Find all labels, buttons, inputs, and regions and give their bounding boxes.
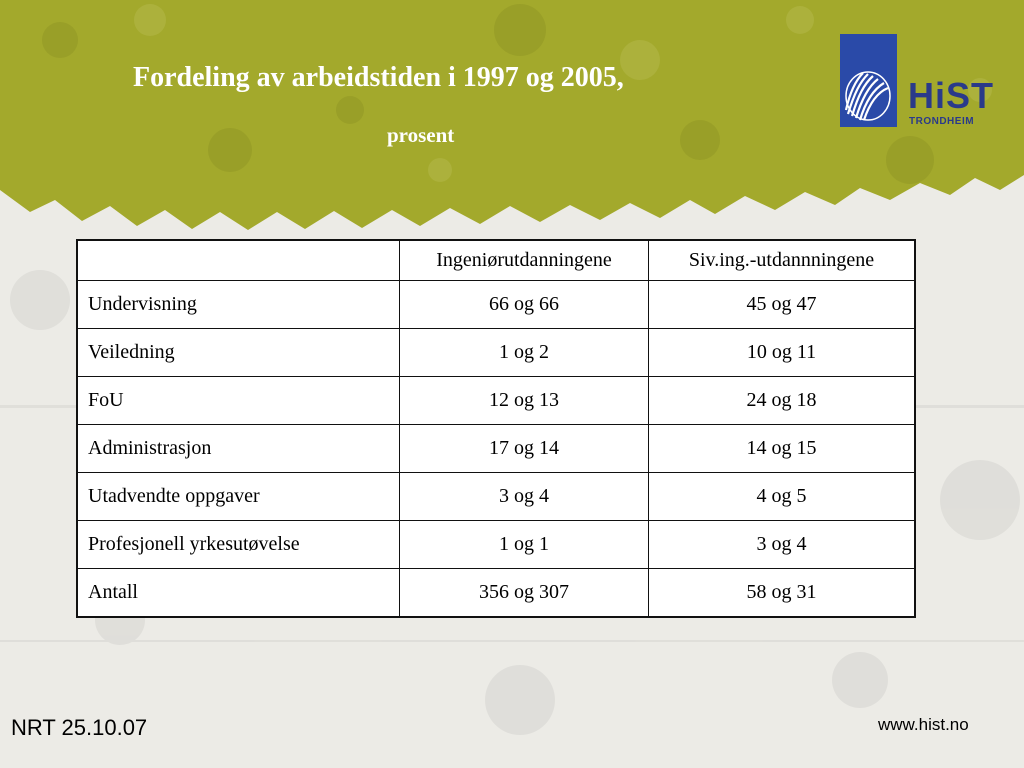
slide-title: Fordeling av arbeidstiden i 1997 og 2005, <box>133 62 624 93</box>
table-header-row <box>77 240 915 281</box>
cell-siving: 45 og 47 <box>649 281 916 329</box>
cell-siving: 10 og 11 <box>649 329 916 377</box>
cell-ingenior: 12 og 13 <box>400 377 649 425</box>
row-label: Profesjonell yrkesutøvelse <box>77 521 400 569</box>
table-row <box>77 521 915 569</box>
cell-siving: 3 og 4 <box>649 521 916 569</box>
cell-ingenior: 1 og 1 <box>400 521 649 569</box>
row-label: Utadvendte oppgaver <box>77 473 400 521</box>
header-ingenior: Ingeniørutdanningene <box>400 240 649 281</box>
row-label: Undervisning <box>77 281 400 329</box>
table-row <box>77 329 915 377</box>
cell-ingenior: 17 og 14 <box>400 425 649 473</box>
cell-ingenior: 3 og 4 <box>400 473 649 521</box>
cell-ingenior: 66 og 66 <box>400 281 649 329</box>
cell-siving: 58 og 31 <box>649 569 916 618</box>
row-label: Administrasjon <box>77 425 400 473</box>
row-label: FoU <box>77 377 400 425</box>
header-cell-empty <box>77 240 400 281</box>
table-row <box>77 425 915 473</box>
logo-subtitle: TRONDHEIM <box>909 116 975 127</box>
logo-wordmark: HiST <box>908 75 995 116</box>
cell-siving: 24 og 18 <box>649 377 916 425</box>
cell-siving: 4 og 5 <box>649 473 916 521</box>
hist-logo <box>840 34 1000 129</box>
row-label: Antall <box>77 569 400 618</box>
table-row <box>77 569 915 618</box>
hist-logo-icon <box>840 34 897 127</box>
header-siving: Siv.ing.-utdannningene <box>649 240 916 281</box>
cell-siving: 14 og 15 <box>649 425 916 473</box>
footer-date: NRT 25.10.07 <box>11 715 148 740</box>
slide-subtitle: prosent <box>387 123 455 147</box>
cell-ingenior: 1 og 2 <box>400 329 649 377</box>
table-row <box>77 281 915 329</box>
table-row <box>77 377 915 425</box>
row-label: Veiledning <box>77 329 400 377</box>
table-row <box>77 473 915 521</box>
cell-ingenior: 356 og 307 <box>400 569 649 618</box>
data-table <box>76 239 916 618</box>
footer-url: www.hist.no <box>878 715 969 734</box>
